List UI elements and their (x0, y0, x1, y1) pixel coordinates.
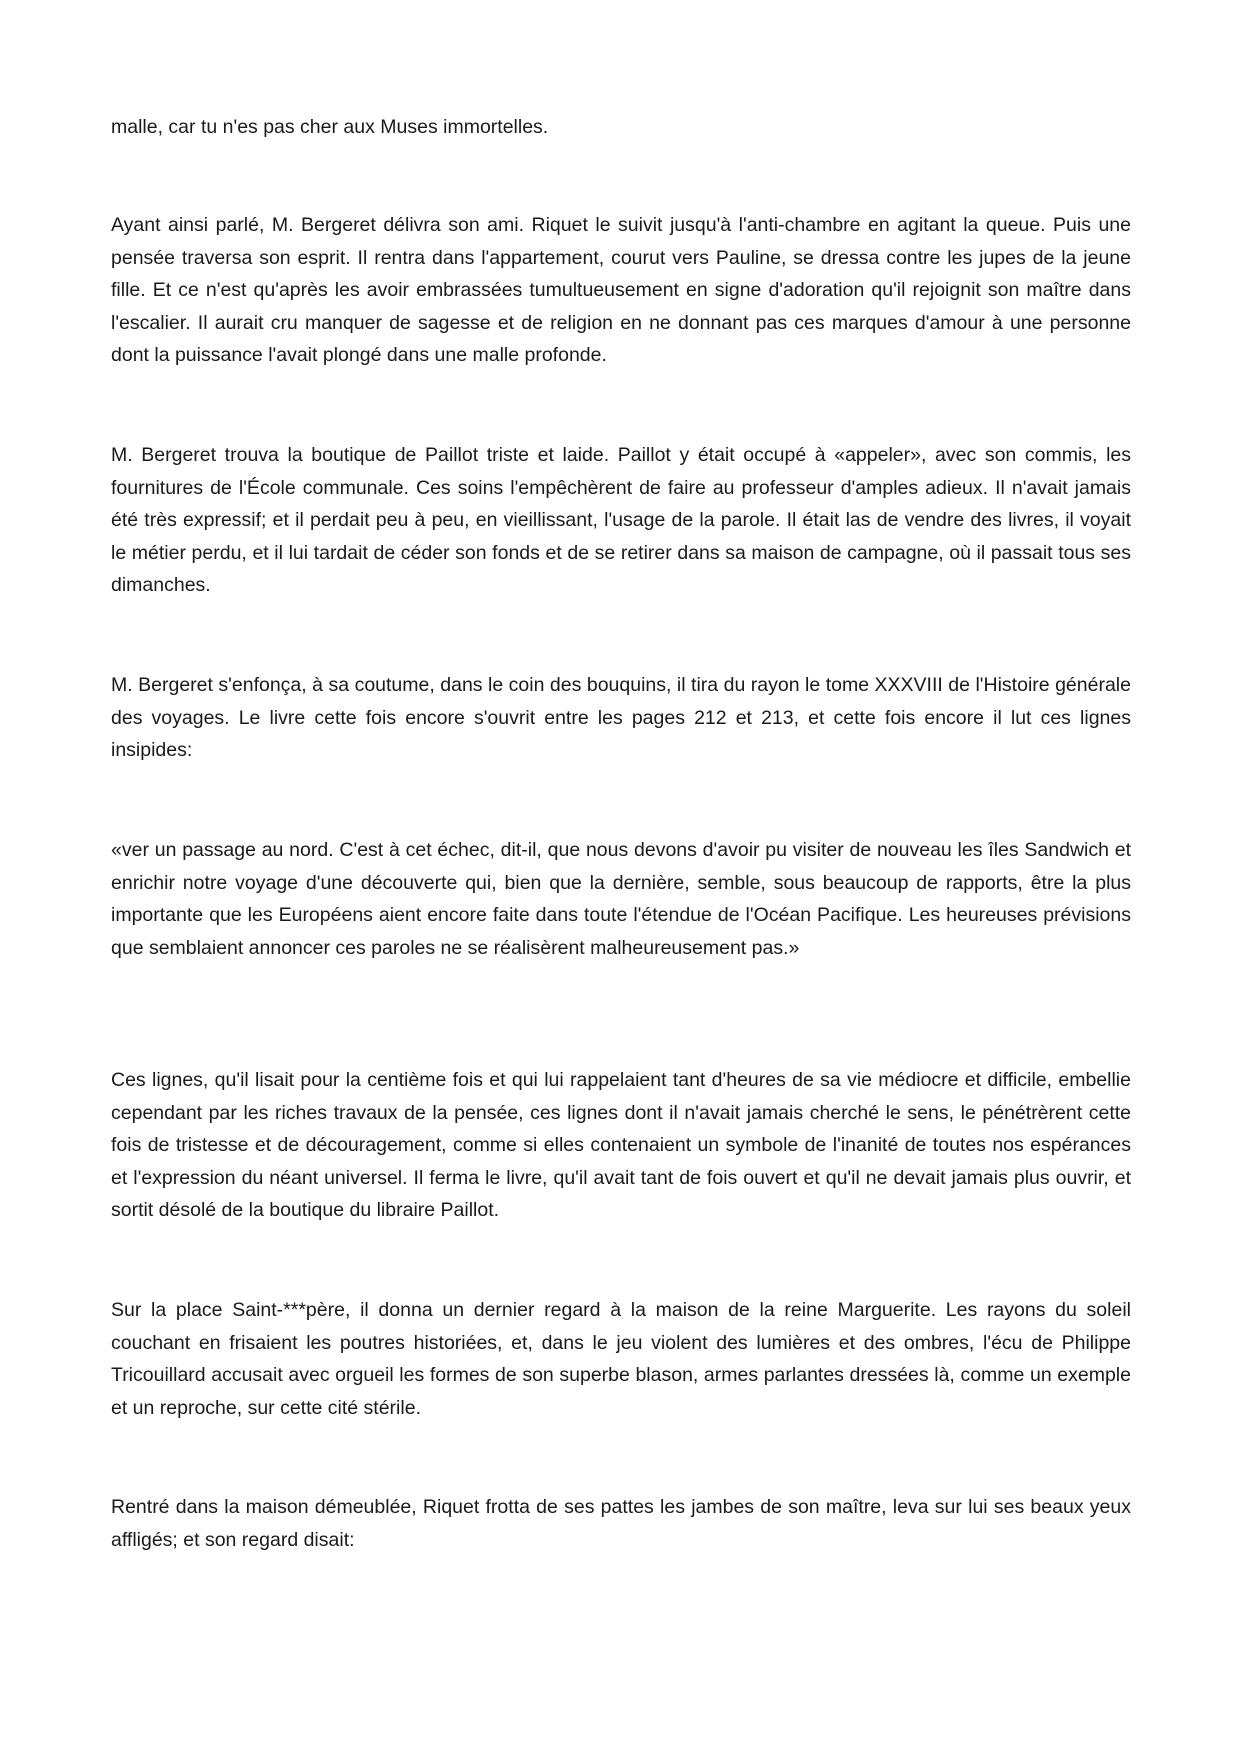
paragraph-6: Ces lignes, qu'il lisait pour la centième fois et qui lui rappelaient tant d'heures de sa vie médiocre et difficile, embellie cependant par les riches travaux de la pensée, ces lignes dont il n'avait jamais cherché le sens, le pénétrèrent cette fois de tristesse et de découragement, comme si elles contenaient un symbole de l'inanité de toutes nos espérances et l'expression du néant universel. Il ferma le livre, qu'il avait tant de fois ouvert et qu'il ne devait jamais plus ouvrir, et sortit désolé de la boutique du libraire Paillot. (111, 1069, 1131, 1222)
paragraph-3: M. Bergeret trouva la boutique de Paillot triste et laide. Paillot y était occupé à «appeler», avec son commis, les fournitures de l'École communale. Ces soins l'empêchèrent de faire au professeur d'amples adieux. Il n'avait jamais été très expressif; et il perdait peu à peu, en vieillissant, l'usage de la parole. Il était las de vendre des livres, il voyait le métier perdu, et il lui tardait de céder son fonds et de se retirer dans sa maison de campagne, où il passait tous ses dimanches. (111, 444, 1131, 597)
paragraph-8: Rentré dans la maison démeublée, Riquet frotta de ses pattes les jambes de son maître, leva sur lui ses beaux yeux affligés; et son regard disait: (111, 1496, 1131, 1551)
paragraph-5: «ver un passage au nord. C'est à cet échec, dit-il, que nous devons d'avoir pu visiter de nouveau les îles Sandwich et enrichir notre voyage d'une découverte qui, bien que la dernière, semble, sous beaucoup de rapports, être la plus importante que les Européens aient encore faite dans toute l'étendue de l'Océan Pacifique. Les heureuses prévisions que semblaient annoncer ces paroles ne se réalisèrent malheureusement pas.» (111, 839, 1131, 959)
paragraph-7: Sur la place Saint-***père, il donna un dernier regard à la maison de la reine Marguerite. Les rayons du soleil couchant en frisaient les poutres historiées, et, dans le jeu violent des lumières et des ombres, l'écu de Philippe Tricouillard accusait avec orgueil les formes de son superbe blason, armes parlantes dressées là, comme un exemple et un reproche, sur cette cité stérile. (111, 1299, 1131, 1419)
paragraph-2: Ayant ainsi parlé, M. Bergeret délivra son ami. Riquet le suivit jusqu'à l'anti-chambre en agitant la queue. Puis une pensée traversa son esprit. Il rentra dans l'appartement, courut vers Pauline, se dressa contre les jupes de la jeune fille. Et ce n'est qu'après les avoir embrassées tumultueusement en signe d'adoration qu'il rejoignit son maître dans l'escalier. Il aurait cru manquer de sagesse et de religion en ne donnant pas ces marques d'amour à une personne dont la puissance l'avait plongé dans une malle profonde. (111, 214, 1131, 367)
paragraph-1: malle, car tu n'es pas cher aux Muses immortelles. (111, 116, 549, 138)
paragraph-4: M. Bergeret s'enfonça, à sa coutume, dans le coin des bouquins, il tira du rayon le tome XXXVIII de l'Histoire générale des voyages. Le livre cette fois encore s'ouvrit entre les pages 212 et 213, et cette fois encore il lut ces lignes insipides: (111, 674, 1131, 762)
